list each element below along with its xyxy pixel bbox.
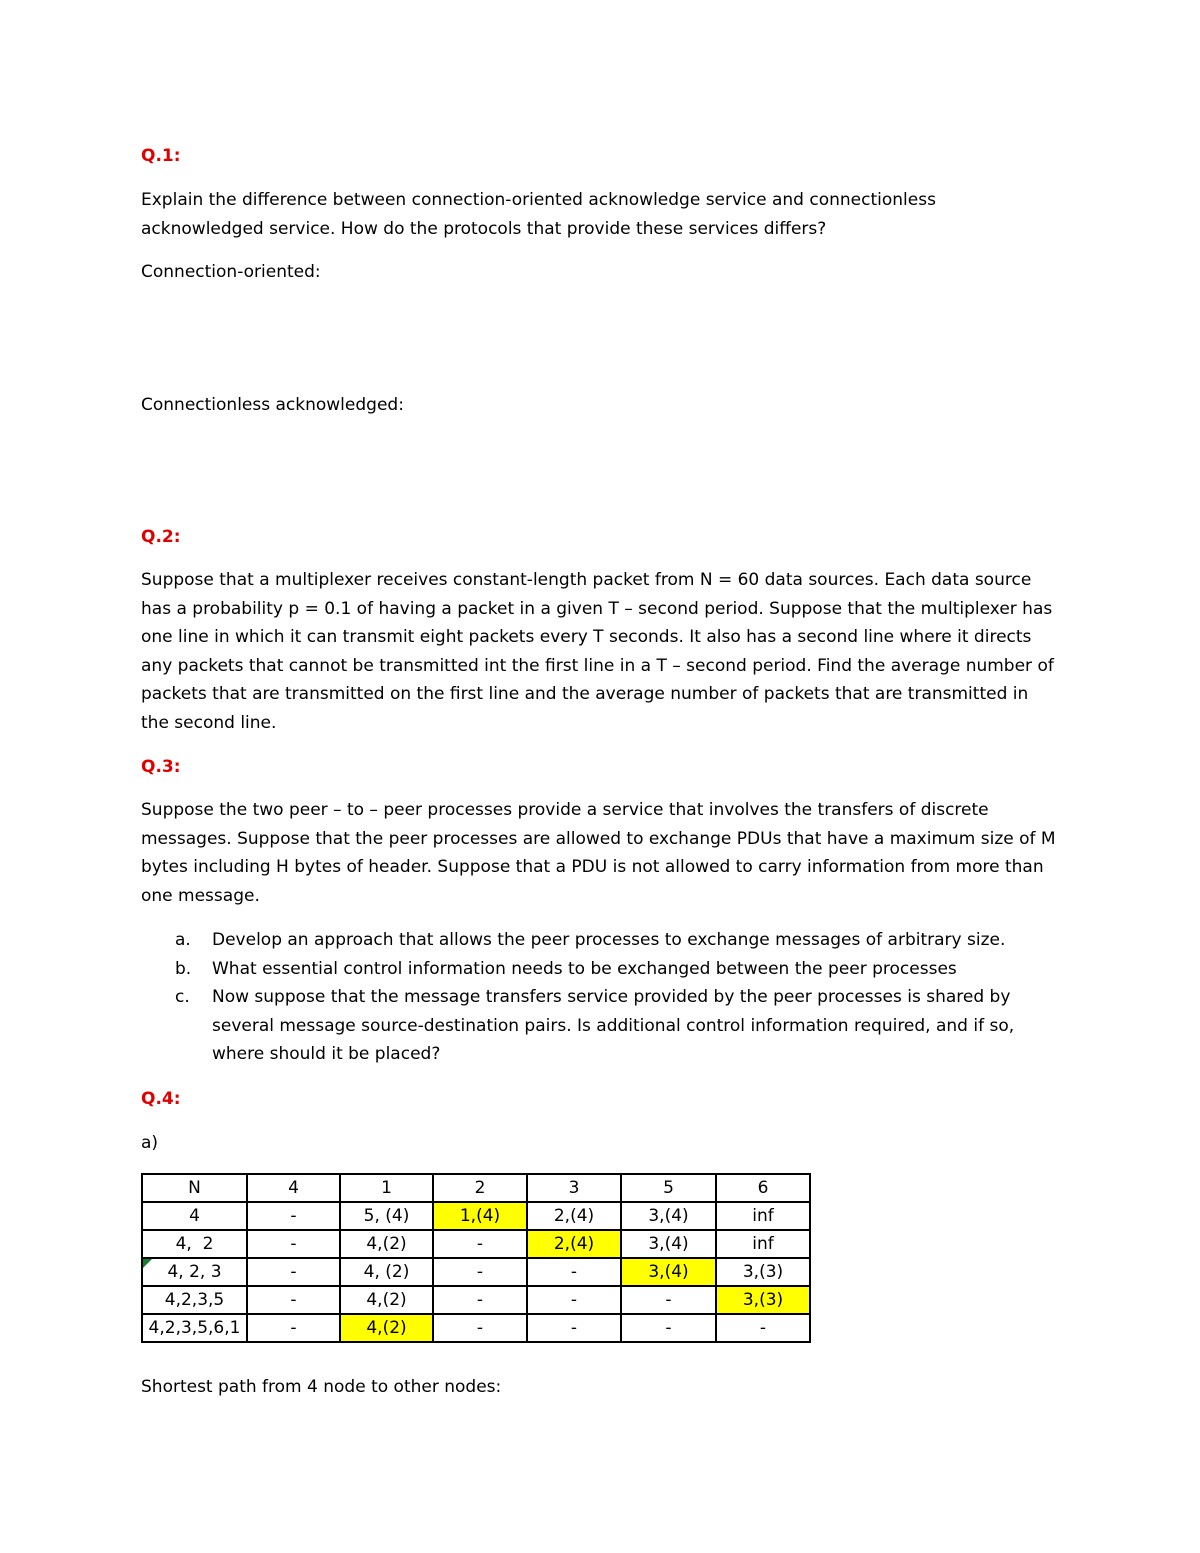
header-cell: 3 [527,1174,621,1202]
table-cell: - [716,1314,810,1342]
table-row [142,1202,810,1230]
list-text: What essential control information needs to be exchanged between the peer processes [212,958,957,979]
q4-footer-text: Shortest path from 4 node to other nodes: [141,1377,502,1397]
q3-list [141,926,1061,1069]
q4-label: Q.4: [141,1089,181,1109]
table-cell: - [527,1286,621,1314]
table-cell-flagged [142,1258,247,1286]
table-cell: 4 [142,1202,247,1230]
table-cell: - [247,1314,340,1342]
table-row [142,1258,810,1286]
table-cell-text: 4, 2, 3 [167,1262,222,1282]
table-cell: - [433,1258,527,1286]
q3-label: Q.3: [141,757,181,777]
dijkstra-table [141,1173,811,1343]
header-cell: 6 [716,1174,810,1202]
table-cell-highlighted: 1,(4) [433,1202,527,1230]
q1-label: Q.1: [141,146,181,166]
header-cell: N [142,1174,247,1202]
table-cell: 3,(4) [621,1202,716,1230]
q1-connectionless: Connectionless acknowledged: [141,395,404,415]
table-cell: - [433,1286,527,1314]
list-text: Develop an approach that allows the peer processes to exchange messages of arbitrary size. [212,930,1006,950]
list-text: Now suppose that the message transfers service provided by the peer processes is shared by several message source-destination pairs. Is additional control information required, and if so, where should it be placed? [212,987,1015,1065]
table-cell: - [247,1230,340,1258]
table-cell: - [433,1230,527,1258]
table-cell: 3,(3) [716,1258,810,1286]
table-cell-highlighted: 4,(2) [340,1314,433,1342]
list-item [141,983,1061,1069]
q1-text: Explain the difference between connection-oriented acknowledge service and connectionless acknowledged service. How do the protocols that provide these services differs? [141,190,936,239]
q2-label: Q.2: [141,527,181,547]
q2-text: Suppose that a multiplexer receives constant-length packet from N = 60 data sources. Each data source has a probability p = 0.1 of having a packet in a given T – second period. Suppose that the multiplexer has one line in which it can transmit eight packets every T seconds. It also has a second line where it directs any packets that cannot be transmitted int the first line in a T – second period. Find the average number of packets that are transmitted on the first line and the average number of packets that are transmitted in the second line. [141,570,1054,733]
table-cell-highlighted: 3,(3) [716,1286,810,1314]
table-cell: 4, (2) [340,1258,433,1286]
header-cell: 4 [247,1174,340,1202]
header-cell: 1 [340,1174,433,1202]
table-cell: 4,2,3,5,6,1 [142,1314,247,1342]
list-item [141,926,1061,955]
table-cell-highlighted: 2,(4) [527,1230,621,1258]
list-item [141,955,1061,984]
table-cell: 4, 2 [142,1230,247,1258]
list-marker: b. [175,958,192,979]
table-cell: inf [716,1230,810,1258]
table-cell: 2,(4) [527,1202,621,1230]
table-cell: 3,(4) [621,1230,716,1258]
table-cell: - [247,1286,340,1314]
list-marker: c. [175,987,190,1008]
table-cell: - [527,1258,621,1286]
table-cell: 5, (4) [340,1202,433,1230]
table-cell-highlighted: 3,(4) [621,1258,716,1286]
error-flag-icon [143,1259,152,1268]
table-cell: 4,(2) [340,1230,433,1258]
table-header-row [142,1174,810,1202]
q1-connection-oriented: Connection-oriented: [141,262,321,282]
table-row [142,1230,810,1258]
table-cell: inf [716,1202,810,1230]
q4-part-a: a) [141,1133,159,1153]
table-cell: - [621,1286,716,1314]
table-row [142,1286,810,1314]
table-cell: 4,(2) [340,1286,433,1314]
header-cell: 5 [621,1174,716,1202]
q3-text: Suppose the two peer – to – peer processes provide a service that involves the transfers of discrete messages. Suppose that the peer processes are allowed to exchange PDUs that have a maximum size of M bytes including H bytes of header. Suppose that a PDU is not allowed to carry information from more than one message. [141,800,1056,906]
table-row [142,1314,810,1342]
table-cell: - [527,1314,621,1342]
table-cell: 4,2,3,5 [142,1286,247,1314]
table-cell: - [433,1314,527,1342]
table-cell: - [247,1202,340,1230]
header-cell: 2 [433,1174,527,1202]
table-cell: - [621,1314,716,1342]
table-cell: - [247,1258,340,1286]
list-marker: a. [175,930,191,950]
